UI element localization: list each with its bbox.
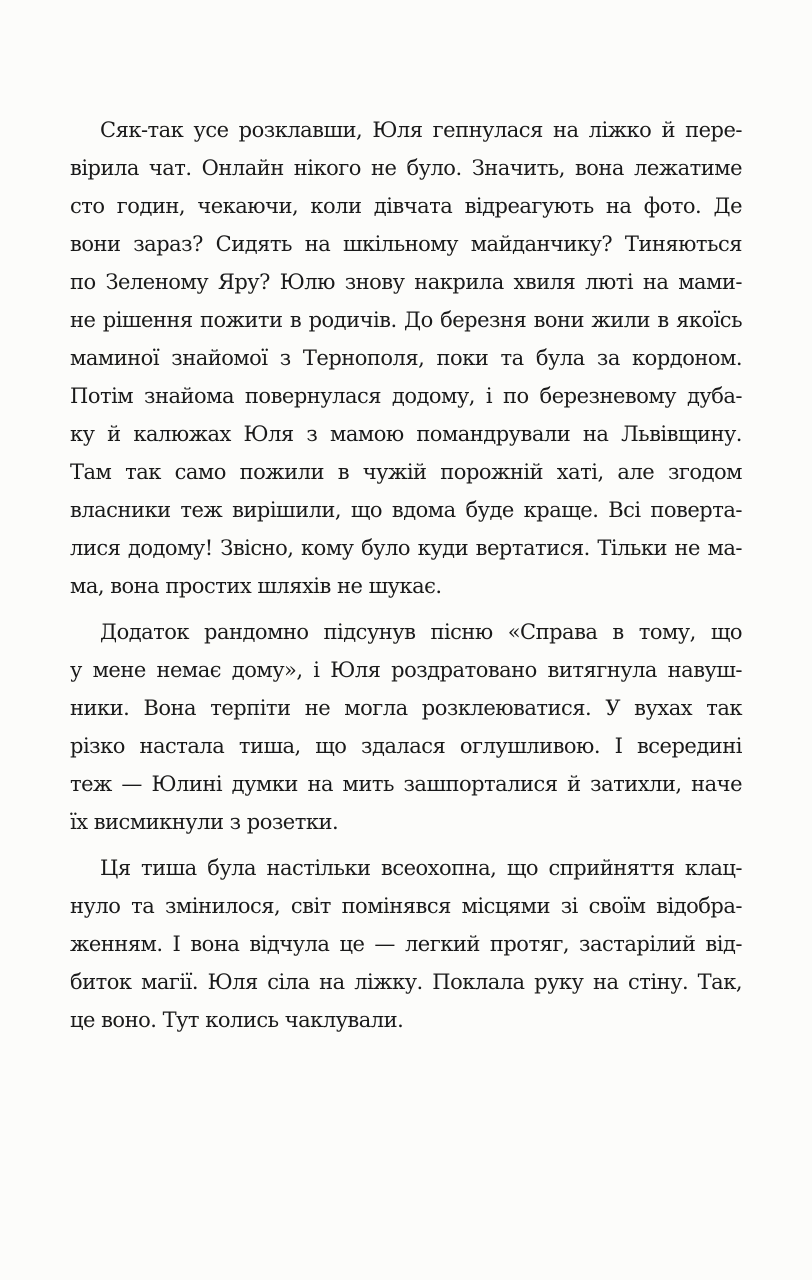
text-line: женням. І вона відчула це — легкий протяг, застарілий від- xyxy=(70,932,742,956)
text-line: лися додому! Звісно, кому було куди вертатися. Тільки не ма- xyxy=(70,536,742,560)
text-line: нуло та змінилося, світ помінявся місцями зі своїм відобра- xyxy=(70,894,742,918)
text-line: биток магії. Юля сіла на ліжку. Поклала руку на стіну. Так, xyxy=(70,970,742,994)
text-line: ку й калюжах Юля з мамою помандрували на Львівщину. xyxy=(70,422,742,446)
text-line: теж — Юлині думки на мить зашпорталися й затихли, наче xyxy=(70,772,742,796)
text-line: Додаток рандомно підсунув пісню «Справа в тому, що xyxy=(100,620,742,644)
text-line: вони зараз? Сидять на шкільному майданчику? Тиняються xyxy=(70,232,742,256)
text-line: не рішення пожити в родичів. До березня вони жили в якоїсь xyxy=(70,308,742,332)
text-line: це воно. Тут колись чаклували. xyxy=(70,1008,404,1032)
text-line: ники. Вона терпіти не могла розклеюватися. У вухах так xyxy=(70,696,742,720)
text-line: Там так само пожили в чужій порожній хаті, але згодом xyxy=(70,460,742,484)
text-line: у мене немає дому», і Юля роздратовано витягнула навуш- xyxy=(70,658,742,682)
text-line: вірила чат. Онлайн нікого не було. Значить, вона лежатиме xyxy=(70,156,742,180)
text-line: маминої знайомої з Тернополя, поки та була за кордоном. xyxy=(70,346,742,370)
text-line: Ця тиша була настільки всеохопна, що сприйняття клац- xyxy=(100,856,742,880)
text-line: їх висмикнули з розетки. xyxy=(70,810,339,834)
text-line: сто годин, чекаючи, коли дівчата відреагують на фото. Де xyxy=(70,194,742,218)
text-line: ма, вона простих шляхів не шукає. xyxy=(70,574,442,598)
text-line: Потім знайома повернулася додому, і по березневому дуба- xyxy=(70,384,742,408)
text-line: по Зеленому Яру? Юлю знову накрила хвиля люті на мами- xyxy=(70,270,742,294)
text-line: Сяк-так усе розклавши, Юля гепнулася на ліжко й пере- xyxy=(100,118,742,142)
text-line: різко настала тиша, що здалася оглушливою. І всередині xyxy=(70,734,742,758)
text-line: власники теж вирішили, що вдома буде краще. Всі поверта- xyxy=(70,498,742,522)
